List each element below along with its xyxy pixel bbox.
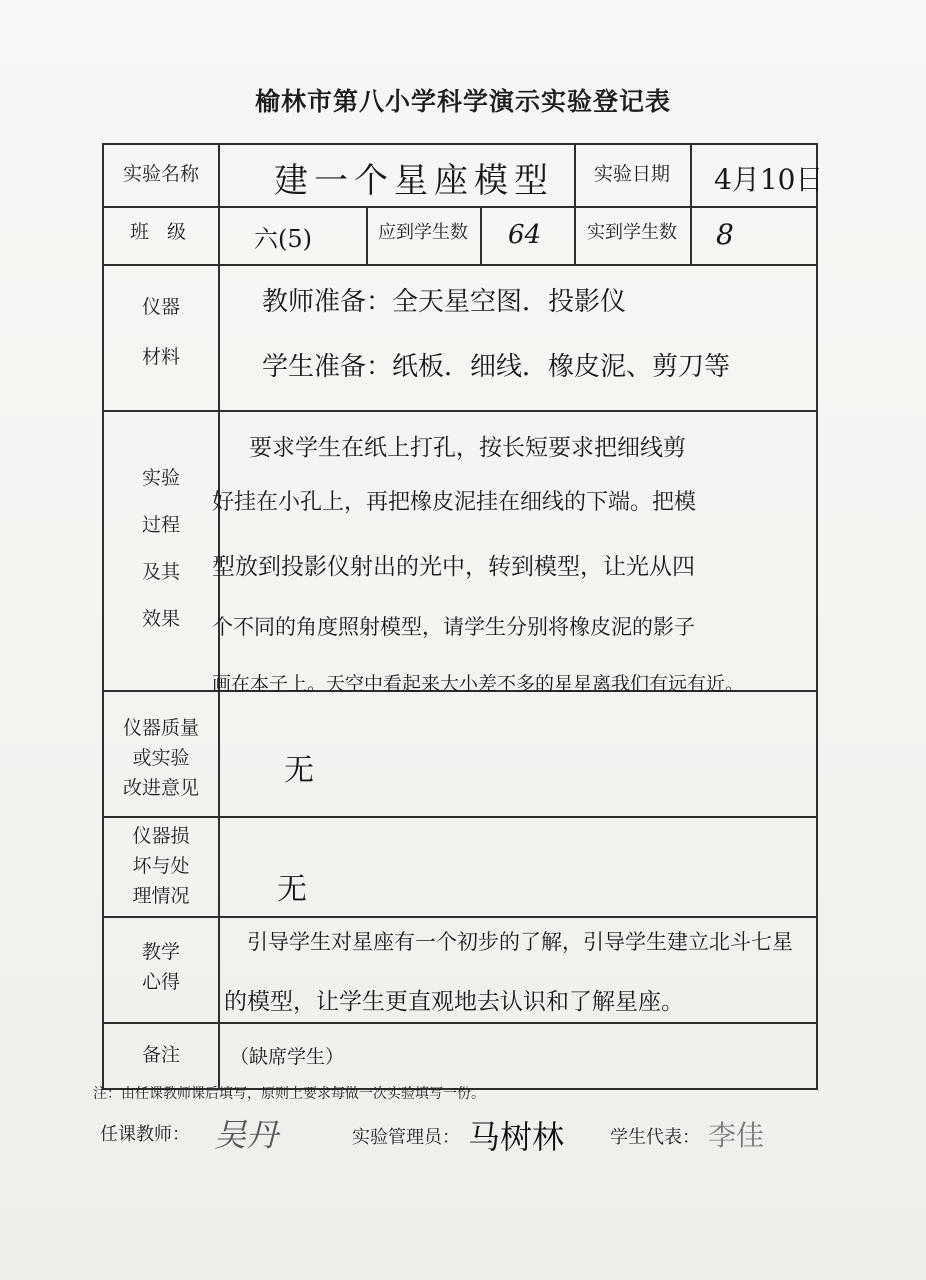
quality-label-1: 仪器质量 — [122, 717, 199, 739]
column-divider — [690, 145, 692, 264]
actual-students-value: 8 — [716, 218, 734, 251]
student-rep-signature-label: 学生代表： — [610, 1127, 700, 1148]
record-table — [102, 143, 824, 1090]
damage-label-1: 仪器损 — [132, 825, 190, 847]
materials-label-line2: 材料 — [141, 346, 180, 368]
materials-label-line1: 仪器 — [141, 296, 180, 318]
student-materials: 学生准备：纸板．细线．橡皮泥、剪刀等 — [262, 352, 731, 382]
process-label-4: 效果 — [141, 608, 180, 630]
footnote: 注：由任课教师课后填写，原则上要求每做一次实验填写一份。 — [93, 1086, 485, 1102]
class-label: 班 级 — [129, 221, 193, 243]
reflection-label-2: 心得 — [141, 971, 180, 993]
actual-students-label: 实到学生数 — [587, 222, 677, 243]
teacher-materials: 教师准备：全天星空图．投影仪 — [262, 287, 627, 317]
experiment-name-value: 建一个星座模型 — [274, 161, 554, 201]
row-divider — [104, 916, 816, 918]
student-rep-signature: 李佳 — [708, 1119, 765, 1152]
quality-label-3: 改进意见 — [122, 777, 199, 799]
experiment-name-label: 实验名称 — [122, 163, 199, 185]
experiment-date-label: 实验日期 — [593, 163, 670, 185]
remarks-label: 备注 — [141, 1044, 180, 1066]
reflection-label-1: 教学 — [141, 941, 180, 963]
quality-value: 无 — [284, 753, 314, 788]
quality-label-2: 或实验 — [132, 747, 190, 769]
teacher-signature: 吴丹 — [214, 1116, 279, 1154]
expected-students-value: 64 — [508, 220, 542, 250]
damage-value: 无 — [277, 872, 307, 907]
admin-signature: 马树林 — [468, 1118, 565, 1156]
column-divider — [480, 206, 482, 264]
process-line-5: 画在本子上。天空中看起来大小差不多的星星离我们有远有近。 — [212, 673, 745, 695]
reflection-line-1: 引导学生对星座有一个初步的了解，引导学生建立北斗七星 — [226, 930, 793, 954]
class-value: 六(5) — [254, 225, 312, 253]
reflection-line-2: 的模型，让学生更直观地去认识和了解星座。 — [224, 989, 684, 1015]
row-divider — [104, 264, 816, 266]
expected-students-label: 应到学生数 — [378, 222, 468, 243]
process-line-4: 个不同的角度照射模型，请学生分别将橡皮泥的影子 — [212, 615, 695, 639]
row-divider — [104, 410, 816, 412]
damage-label-2: 坏与处 — [132, 855, 190, 877]
form-title: 榆林市第八小学科学演示实验登记表 — [254, 87, 671, 116]
process-line-3: 型放到投影仪射出的光中，转到模型，让光从四 — [212, 554, 695, 580]
experiment-date-value: 4月10日 — [714, 163, 824, 196]
remarks-value: （缺席学生） — [230, 1046, 345, 1068]
process-label-1: 实验 — [141, 467, 180, 489]
row-divider — [104, 816, 816, 818]
row-divider — [104, 1022, 816, 1024]
process-label-3: 及其 — [141, 561, 180, 583]
admin-signature-label: 实验管理员： — [352, 1127, 460, 1148]
row-divider — [104, 206, 816, 208]
damage-label-3: 理情况 — [132, 885, 190, 907]
process-line-1: 要求学生在纸上打孔，按长短要求把细线剪 — [226, 435, 686, 461]
teacher-signature-label: 任课教师： — [100, 1124, 190, 1145]
process-line-2: 好挂在小孔上，再把橡皮泥挂在细线的下端。把模 — [212, 490, 697, 515]
process-label-2: 过程 — [141, 514, 180, 536]
